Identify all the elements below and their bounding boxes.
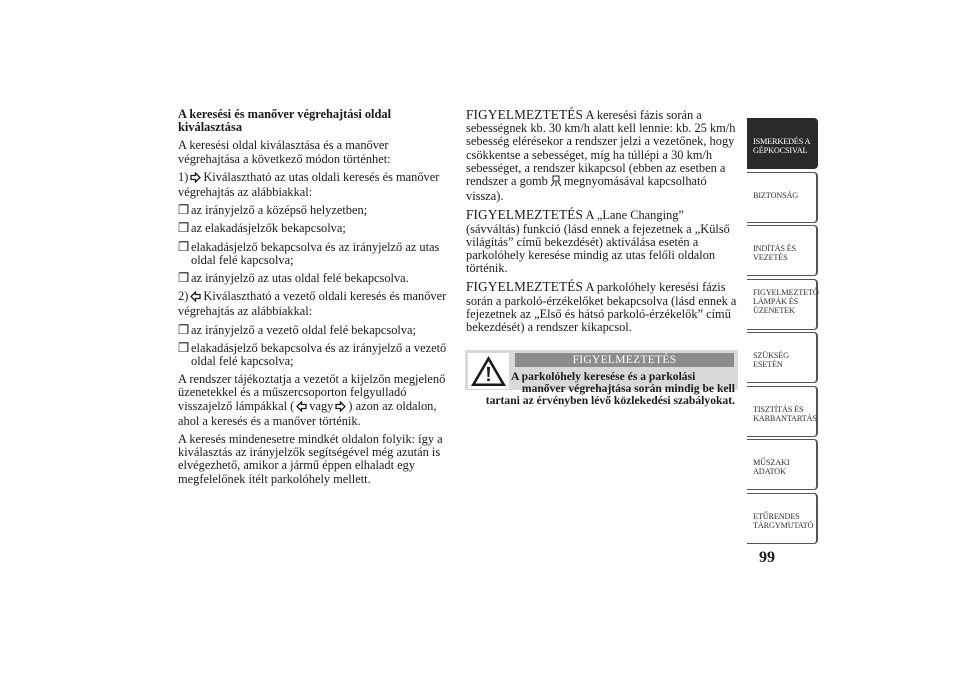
item-2-text: Kiválasztható a vezető oldali keresés és manőver végrehajtás az alábbiakkal: bbox=[178, 289, 447, 319]
bullet-box-icon: ❒ bbox=[178, 322, 190, 337]
warning-paragraph-sensors: FIGYELMEZTETÉS A parkolóhely keresési fázis során a parkoló-érzékelőket bekapcsolva (lásd ennek a fejezetnek az „Első és hátsó parkoló-érzékelők” című bekezdését) a rendszer kikapcsol. bbox=[466, 279, 737, 335]
item-1-number: 1) bbox=[178, 169, 189, 184]
page-number: 99 bbox=[759, 549, 775, 566]
bullet-box-icon: ❒ bbox=[178, 340, 190, 355]
bullet-item: ❒ az irányjelző a középső helyzetben; bbox=[178, 203, 368, 218]
arrow-left-icon bbox=[190, 291, 201, 305]
bullet-item: ❒ elakadásjelző bekapcsolva és az irányjelző az utas oldal felé kapcsolva; bbox=[178, 239, 440, 267]
warning-text: A parkolóhely keresése és a parkolási manőver végrehajtása során mindig be kell tartani az érvényben lévő közlekedési szabályokat. bbox=[485, 370, 735, 408]
warning-title: FIGYELMEZTETÉS bbox=[515, 353, 734, 367]
bullet-box-icon: ❒ bbox=[178, 239, 190, 254]
tab-ismerkedes[interactable]: ISMERKEDÉS A GÉPKOCSIVAL bbox=[747, 118, 818, 169]
left-column bbox=[178, 108, 453, 491]
tab-figyelmezteto[interactable]: FIGYELMEZTETŐ LÁMPÁK ÉS ÜZENETEK bbox=[747, 279, 818, 330]
warning-paragraph-lane: FIGYELMEZTETÉS A „Lane Changing” (sávváltás) funkció (lásd ennek a fejezetnek a „Külső világítás” című bekezdését) aktiválása esetén a parkolóhely keresése mindig az utas felőli oldalon történik. bbox=[466, 207, 730, 276]
chapter-tabs bbox=[747, 118, 818, 546]
intro-paragraph: A keresési oldal kiválasztása és a manőver végrehajtása a következő módon történhet: bbox=[178, 138, 391, 166]
arrow-right-icon bbox=[190, 172, 201, 186]
item-2 bbox=[178, 290, 453, 318]
warning-paragraph-speed: FIGYELMEZTETÉS A keresési fázis során a sebességnek kb. 30 km/h alatt kell lennie: kb. 25 km/h sebesség elérésekor a rendszer jelzi a vezetőnek, hogy csökkentse a sebességet, míg ha túllépi a 30 km/h sebességet, a rendszer kikapcsol (ebben az esetben a rendszer a gomb megnyomásával kapcsolható vissza). bbox=[466, 107, 736, 204]
bullet-item: ❒ az irányjelző az utas oldal felé bekapcsolva. bbox=[178, 271, 409, 286]
indicator-paragraph: A rendszer tájékoztatja a vezetőt a kijelzőn megjelenő üzenetekkel és a műszercsoporton felgyulladó visszajelző lámpákkal ( vagy ) azon az oldalon, ahol a keresés és a manőver történik. bbox=[178, 372, 446, 428]
bullet-box-icon: ❒ bbox=[178, 271, 190, 286]
arrow-left-icon bbox=[296, 401, 307, 415]
tab-tisztitas[interactable]: TISZTÍTÁS ÉS KARBANTARTÁS bbox=[747, 386, 818, 437]
search-paragraph: A keresés mindenesetre mindkét oldalon folyik: így a kiválasztás az irányjelzők segítségével még azután is elvégezhető, amikor a jármű éppen elhaladt egy megfelelőnek ítélt parkolóhely mellett. bbox=[178, 432, 443, 486]
bullet-item: ❒ az elakadásjelzők bekapcsolva; bbox=[178, 221, 346, 236]
tab-inditas[interactable]: INDÍTÁS ÉS VEZETÉS bbox=[747, 225, 818, 276]
right-column bbox=[466, 108, 738, 339]
arrow-right-icon bbox=[335, 401, 346, 415]
bullet-item: ❒ az irányjelző a vezető oldal felé bekapcsolva; bbox=[178, 322, 416, 337]
item-1 bbox=[178, 171, 453, 199]
tab-targymutato[interactable]: ETŰRENDES TÁRGYMUTATÓ bbox=[747, 493, 818, 544]
item-1-text: Kiválasztható az utas oldali keresés és manőver végrehajtás az alábbiakkal: bbox=[178, 169, 440, 200]
warning-box bbox=[465, 350, 738, 408]
parking-button-icon bbox=[550, 175, 562, 190]
tab-szukseg[interactable]: SZÜKSÉG ESETÉN bbox=[747, 332, 818, 383]
tab-muszaki[interactable]: MŰSZAKI ADATOK bbox=[747, 439, 818, 490]
section-heading: A keresési és manőver végrehajtási oldal kiválasztása bbox=[178, 107, 392, 135]
bullet-box-icon: ❒ bbox=[178, 221, 190, 236]
tab-biztonsag[interactable]: BIZTONSÁG bbox=[747, 172, 818, 223]
item-2-number: 2) bbox=[178, 289, 189, 304]
bullet-item: ❒ elakadásjelző bekapcsolva és az irányjelző a vezető oldal felé kapcsolva; bbox=[178, 340, 447, 369]
bullet-box-icon: ❒ bbox=[178, 203, 190, 218]
